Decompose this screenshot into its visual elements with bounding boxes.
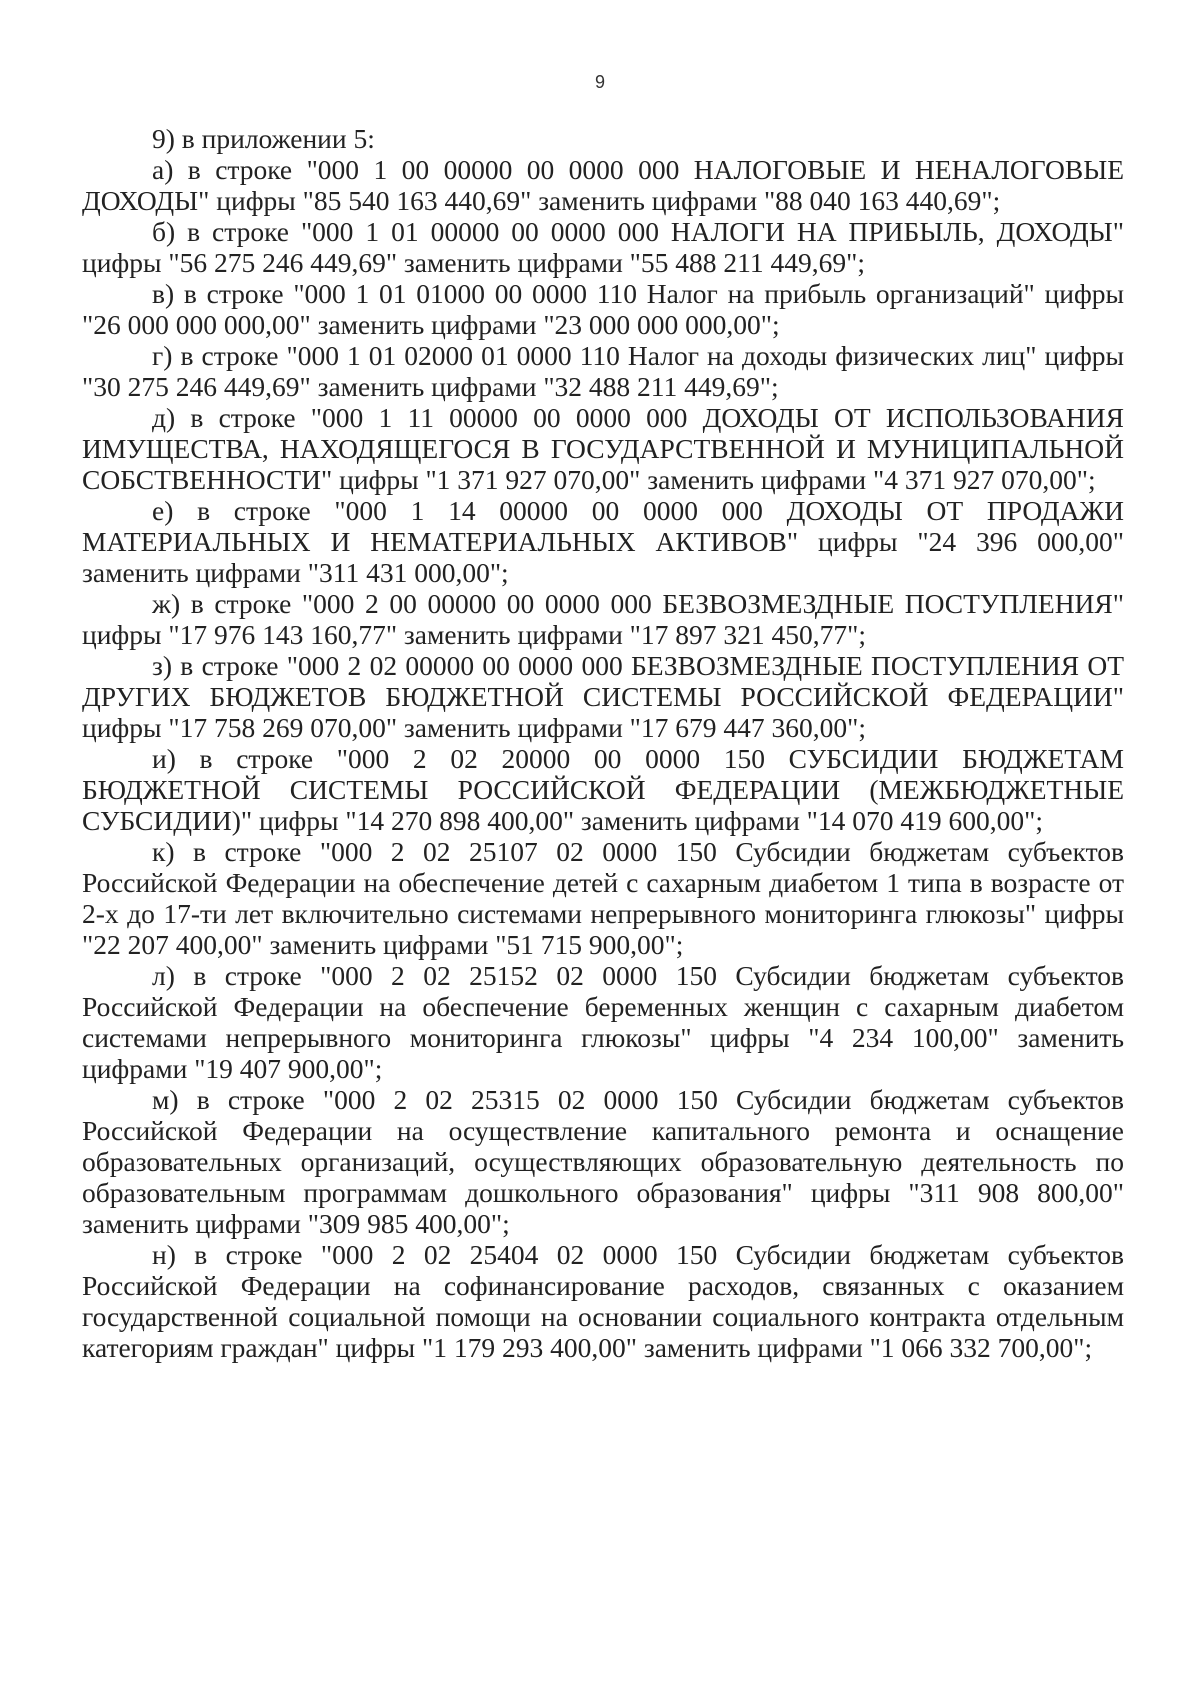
paragraph-item-i: и) в строке "000 2 02 20000 00 0000 150 СУБСИДИИ БЮДЖЕТАМ БЮДЖЕТНОЙ СИСТЕМЫ РОССИЙСКОЙ ФЕДЕРАЦИИ (МЕЖБЮДЖЕТНЫЕ СУБСИДИИ)" цифры "14 270 898 400,00" заменить цифрами "14 070 419 600,00"; (82, 743, 1124, 836)
paragraph-item-v: в) в строке "000 1 01 01000 00 0000 110 Налог на прибыль организаций" цифры "26 000 000 000,00" заменить цифрами "23 000 000 000,00"; (82, 278, 1124, 340)
paragraph-item-a: а) в строке "000 1 00 00000 00 0000 000 НАЛОГОВЫЕ И НЕНАЛОГОВЫЕ ДОХОДЫ" цифры "85 540 163 440,69" заменить цифрами "88 040 163 440,69"; (82, 154, 1124, 216)
paragraph-item-l: л) в строке "000 2 02 25152 02 0000 150 Субсидии бюджетам субъектов Российской Федерации на обеспечение беременных женщин с сахарным диабетом системами непрерывного мониторинга глюкозы" цифры "4 234 100,00" заменить цифрами "19 407 900,00"; (82, 960, 1124, 1084)
paragraph-item-b: б) в строке "000 1 01 00000 00 0000 000 НАЛОГИ НА ПРИБЫЛЬ, ДОХОДЫ" цифры "56 275 246 449,69" заменить цифрами "55 488 211 449,69"; (82, 216, 1124, 278)
paragraph-item-z: з) в строке "000 2 02 00000 00 0000 000 БЕЗВОЗМЕЗДНЫЕ ПОСТУПЛЕНИЯ ОТ ДРУГИХ БЮДЖЕТОВ БЮДЖЕТНОЙ СИСТЕМЫ РОССИЙСКОЙ ФЕДЕРАЦИИ" цифры "17 758 269 070,00" заменить цифрами "17 679 447 360,00"; (82, 650, 1124, 743)
paragraph-item-n: н) в строке "000 2 02 25404 02 0000 150 Субсидии бюджетам субъектов Российской Федерации на софинансирование расходов, связанных с оказанием государственной социальной помощи на основании социального контракта отдельным категориям граждан" цифры "1 179 293 400,00" заменить цифрами "1 066 332 700,00"; (82, 1239, 1124, 1363)
document-body (82, 123, 1124, 1363)
paragraph-item-d: д) в строке "000 1 11 00000 00 0000 000 ДОХОДЫ ОТ ИСПОЛЬЗОВАНИЯ ИМУЩЕСТВА, НАХОДЯЩЕГОСЯ В ГОСУДАРСТВЕННОЙ И МУНИЦИПАЛЬНОЙ СОБСТВЕННОСТИ" цифры "1 371 927 070,00" заменить цифрами "4 371 927 070,00"; (82, 402, 1124, 495)
paragraph-item-m: м) в строке "000 2 02 25315 02 0000 150 Субсидии бюджетам субъектов Российской Федерации на осуществление капитального ремонта и оснащение образовательных организаций, осуществляющих образовательную деятельность по образовательным программам дошкольного образования" цифры "311 908 800,00" заменить цифрами "309 985 400,00"; (82, 1084, 1124, 1239)
paragraph-item-k: к) в строке "000 2 02 25107 02 0000 150 Субсидии бюджетам субъектов Российской Федерации на обеспечение детей с сахарным диабетом 1 типа в возрасте от 2-х до 17-ти лет включительно системами непрерывного мониторинга глюкозы" цифры "22 207 400,00" заменить цифрами "51 715 900,00"; (82, 836, 1124, 960)
paragraph-item-zh: ж) в строке "000 2 00 00000 00 0000 000 БЕЗВОЗМЕЗДНЫЕ ПОСТУПЛЕНИЯ" цифры "17 976 143 160,77" заменить цифрами "17 897 321 450,77"; (82, 588, 1124, 650)
page-number: 9 (594, 72, 605, 92)
paragraph-item-9: 9) в приложении 5: (152, 123, 375, 154)
paragraph-item-g: г) в строке "000 1 01 02000 01 0000 110 Налог на доходы физических лиц" цифры "30 275 246 449,69" заменить цифрами "32 488 211 449,69"; (82, 340, 1124, 402)
paragraph-item-e: е) в строке "000 1 14 00000 00 0000 000 ДОХОДЫ ОТ ПРОДАЖИ МАТЕРИАЛЬНЫХ И НЕМАТЕРИАЛЬНЫХ АКТИВОВ" цифры "24 396 000,00" заменить цифрами "311 431 000,00"; (82, 495, 1124, 588)
